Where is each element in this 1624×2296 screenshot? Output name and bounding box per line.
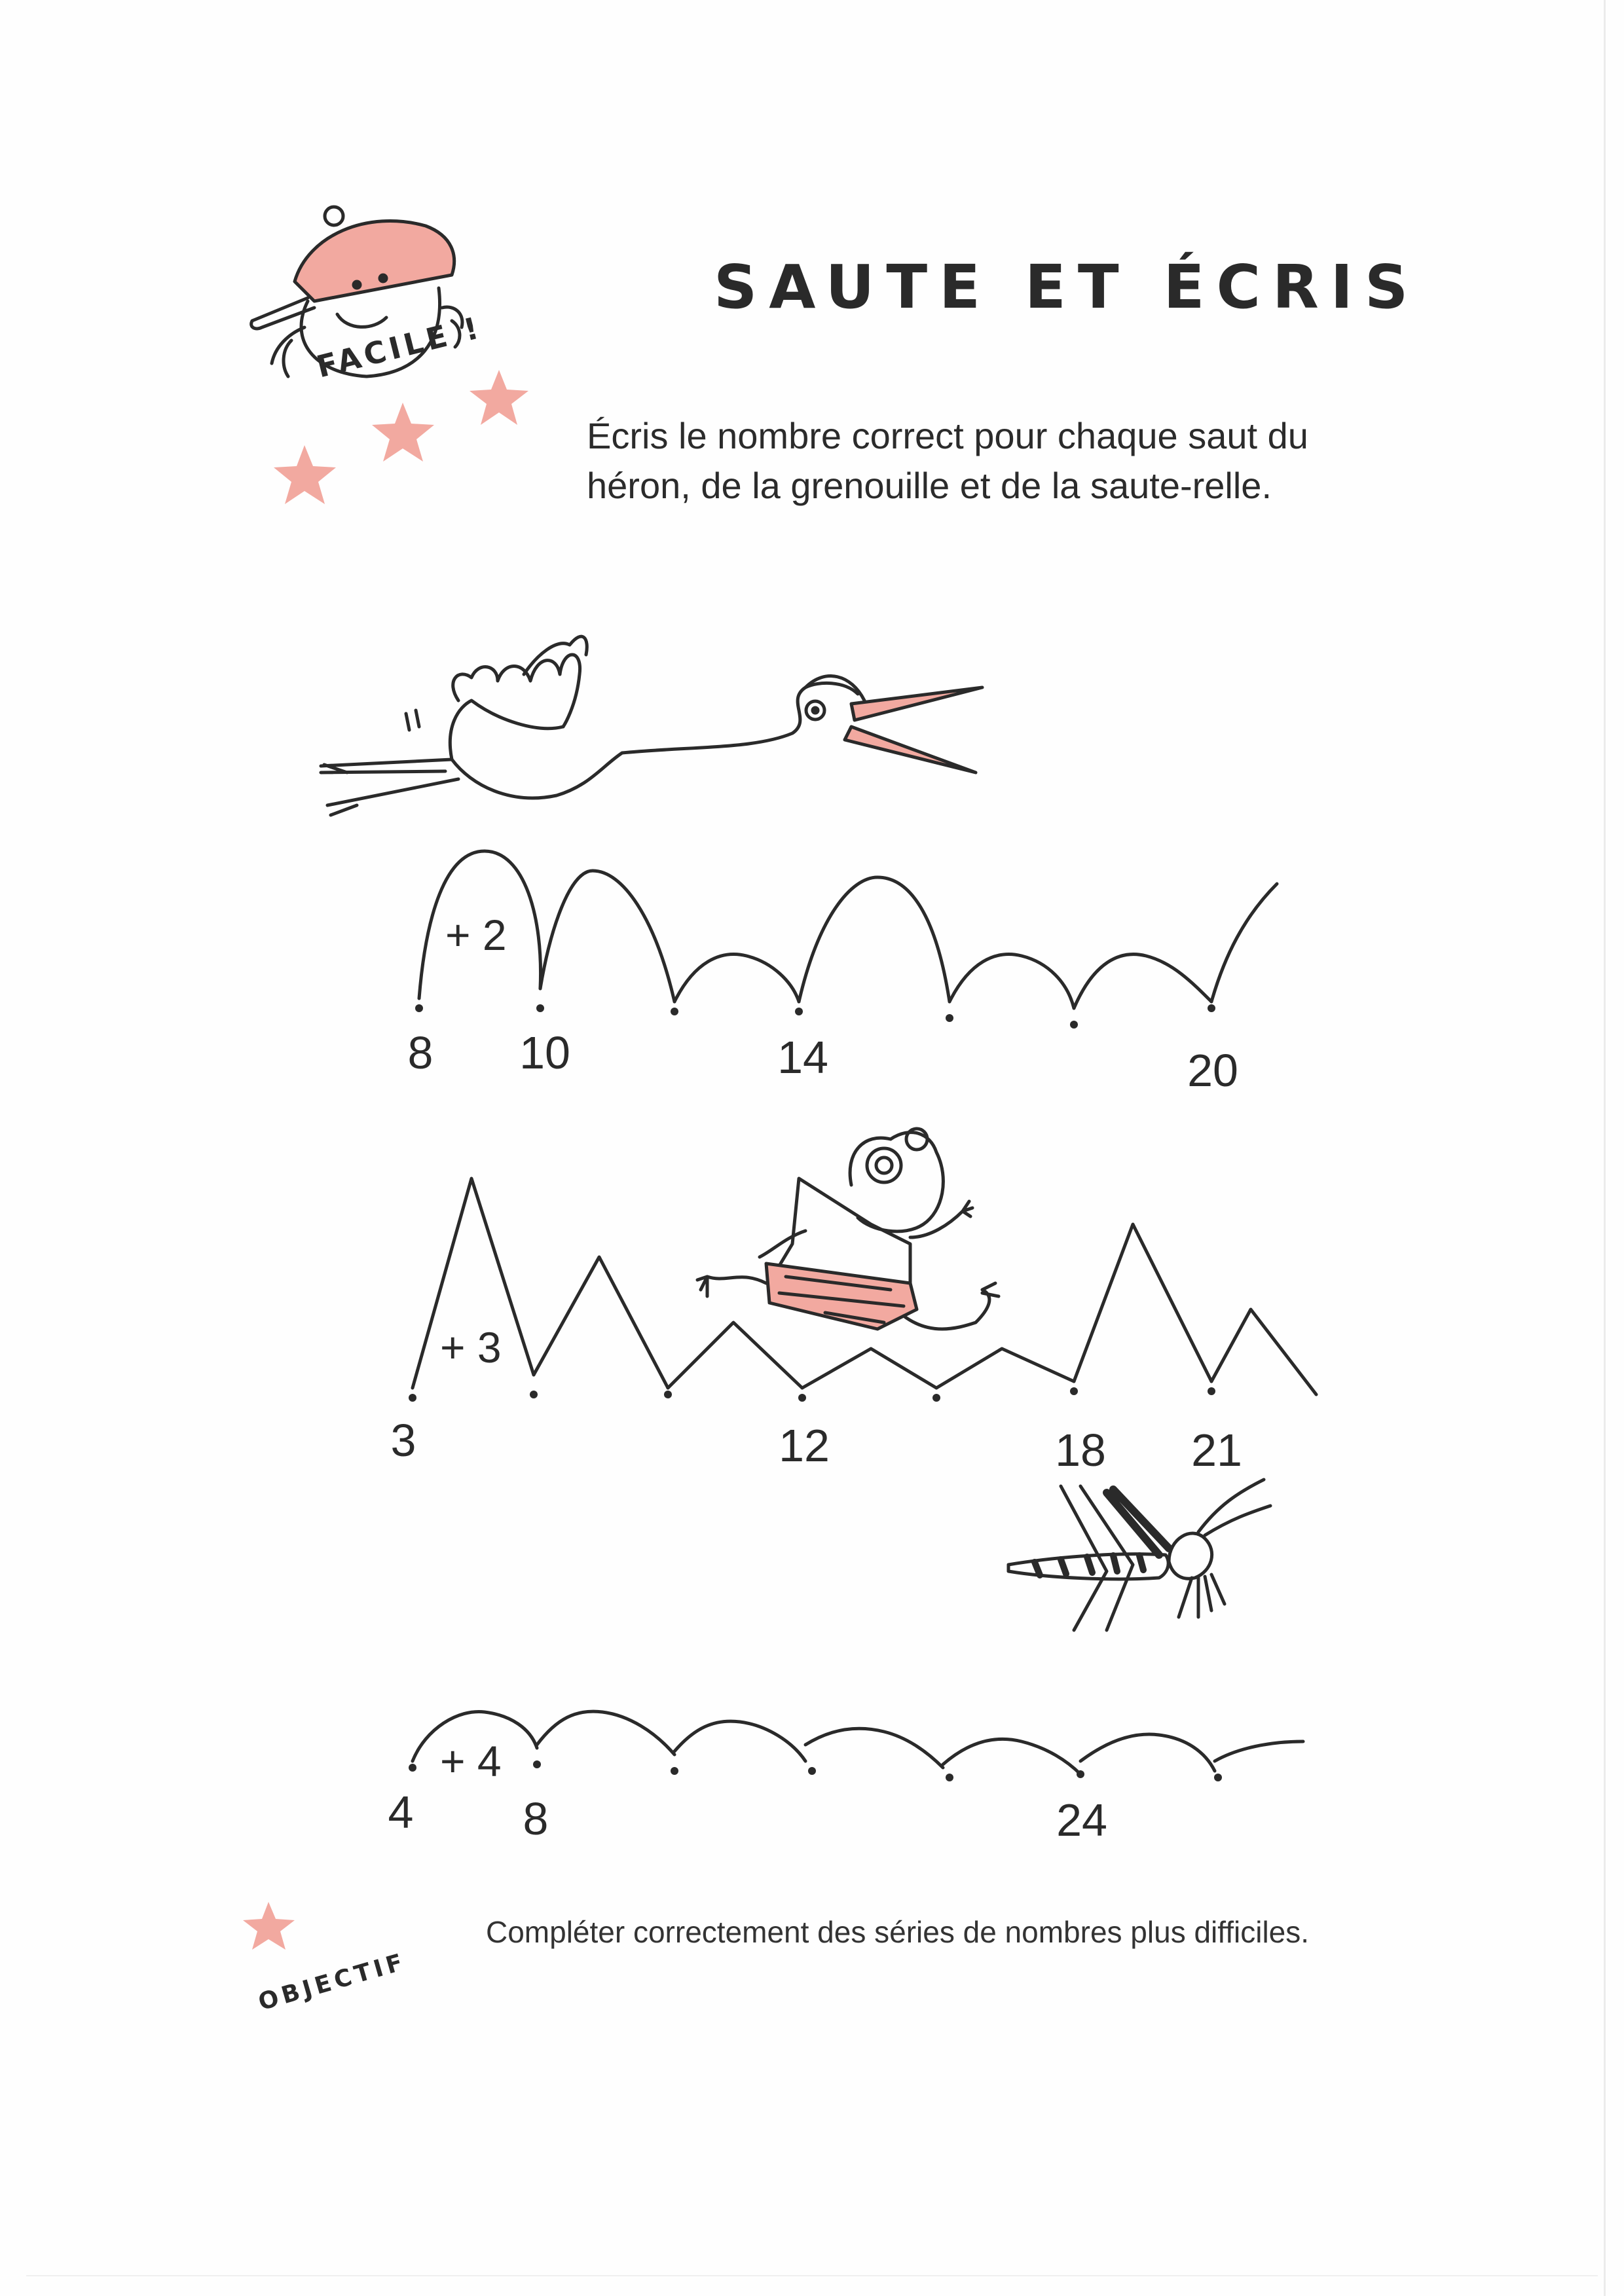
level-badge: FACILE !: [313, 309, 486, 385]
frog-number: 18: [1055, 1425, 1106, 1476]
star-icon: [274, 445, 336, 504]
heron-number: 8: [407, 1027, 434, 1078]
grasshopper-number: 24: [1056, 1795, 1107, 1846]
frog-number: 21: [1191, 1425, 1242, 1476]
grasshopper-operator: + 4: [440, 1737, 502, 1785]
grasshopper-jump-arcs: [413, 1711, 1303, 1774]
frog-icon: [697, 1129, 999, 1329]
page-title: SAUTE ET ÉCRIS: [714, 252, 1420, 322]
heron-icon: [321, 636, 982, 815]
star-icon: [243, 1902, 295, 1950]
star-icon: [372, 403, 434, 462]
grasshopper-number: 8: [523, 1793, 549, 1844]
frog-jump-dots: [409, 1387, 1215, 1402]
grasshopper-icon: [1008, 1480, 1270, 1630]
heron-operator: + 2: [445, 911, 507, 959]
instructions: Écris le nombre correct pour chaque saut du héron, de la grenouille et de la saute-relle.: [587, 415, 1308, 506]
grasshopper-jump-dots: [409, 1760, 1222, 1781]
frog-number: 12: [779, 1420, 830, 1471]
star-icon: [470, 370, 528, 425]
heron-number: 10: [519, 1027, 570, 1078]
heron-jump-arcs: [419, 851, 1277, 1008]
frog-number: 3: [390, 1415, 416, 1466]
heron-number: 14: [777, 1032, 828, 1083]
heron-jump-dots: [415, 1004, 1215, 1029]
objective-text: Compléter correctement des séries de nombres plus difficiles.: [486, 1915, 1310, 1949]
frog-operator: + 3: [440, 1323, 502, 1372]
grasshopper-number: 4: [388, 1787, 414, 1838]
objective-label: OBJECTIF: [255, 1948, 410, 2016]
heron-number: 20: [1187, 1045, 1238, 1096]
